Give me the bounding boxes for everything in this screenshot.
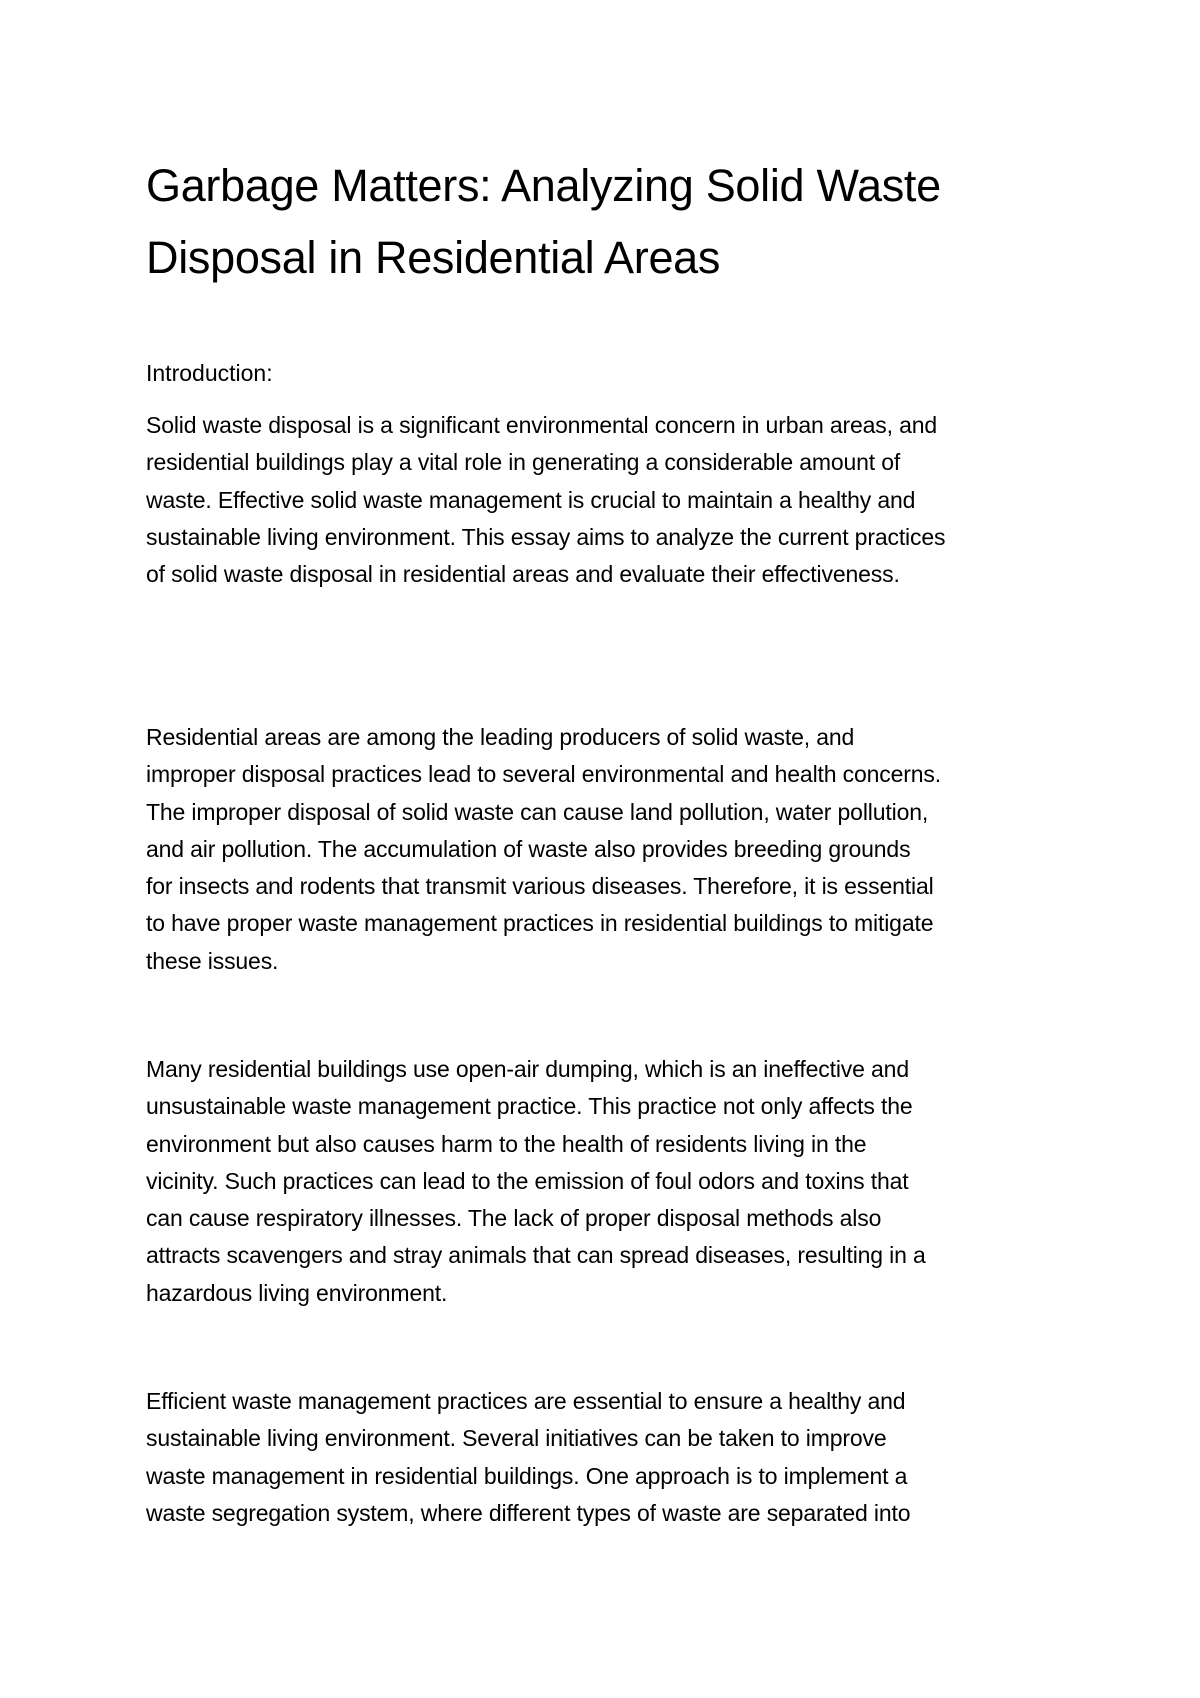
- text-line: unsustainable waste management practice. This practice not only affects the: [146, 1093, 913, 1120]
- text-line: for insects and rodents that transmit various diseases. Therefore, it is essential: [146, 873, 934, 900]
- text-line: of solid waste disposal in residential areas and evaluate their effectiveness.: [146, 561, 900, 588]
- text-line: these issues.: [146, 947, 279, 974]
- text-line: The improper disposal of solid waste can cause land pollution, water pollution,: [146, 798, 929, 825]
- text-line: to have proper waste management practices in residential buildings to mitigate: [146, 910, 934, 937]
- text-line: Solid waste disposal is a significant environmental concern in urban areas, and: [146, 412, 938, 438]
- text-line: sustainable living environment. This essay aims to analyze the current practices: [146, 523, 946, 550]
- text-line: sustainable living environment. Several initiatives can be taken to improve: [146, 1425, 887, 1452]
- text-line: waste. Effective solid waste management is crucial to maintain a healthy and: [146, 486, 916, 513]
- text-line: residential buildings play a vital role in generating a considerable amount of: [146, 449, 901, 476]
- paragraph-efficient-management: [146, 1383, 1066, 1532]
- text-line: improper disposal practices lead to several environmental and health concerns.: [146, 761, 942, 788]
- text-line: can cause respiratory illnesses. The lack of proper disposal methods also: [146, 1205, 882, 1232]
- text-line: hazardous living environment.: [146, 1279, 448, 1306]
- title-line: Disposal in Residential Areas: [146, 232, 721, 283]
- section-label-introduction: Introduction:: [146, 360, 273, 386]
- text-line: Many residential buildings use open-air dumping, which is an ineffective and: [146, 1056, 909, 1082]
- text-line: Efficient waste management practices are essential to ensure a healthy and: [146, 1388, 906, 1414]
- paragraph-residential-producers: [146, 719, 1066, 980]
- text-line: waste management in residential buildings. One approach is to implement a: [146, 1462, 908, 1489]
- text-line: attracts scavengers and stray animals that can spread diseases, resulting in a: [146, 1242, 926, 1269]
- text-line: vicinity. Such practices can lead to the emission of foul odors and toxins that: [146, 1167, 909, 1194]
- text-line: and air pollution. The accumulation of waste also provides breeding grounds: [146, 835, 911, 862]
- page-title: [146, 150, 1066, 294]
- text-line: environment but also causes harm to the health of residents living in the: [146, 1130, 867, 1157]
- text-line: Residential areas are among the leading producers of solid waste, and: [146, 724, 855, 750]
- text-line: waste segregation system, where different types of waste are separated into: [146, 1499, 911, 1526]
- title-line: Garbage Matters: Analyzing Solid Waste: [146, 160, 941, 211]
- paragraph-open-air-dumping: [146, 1051, 1066, 1312]
- paragraph-introduction: [146, 407, 1066, 593]
